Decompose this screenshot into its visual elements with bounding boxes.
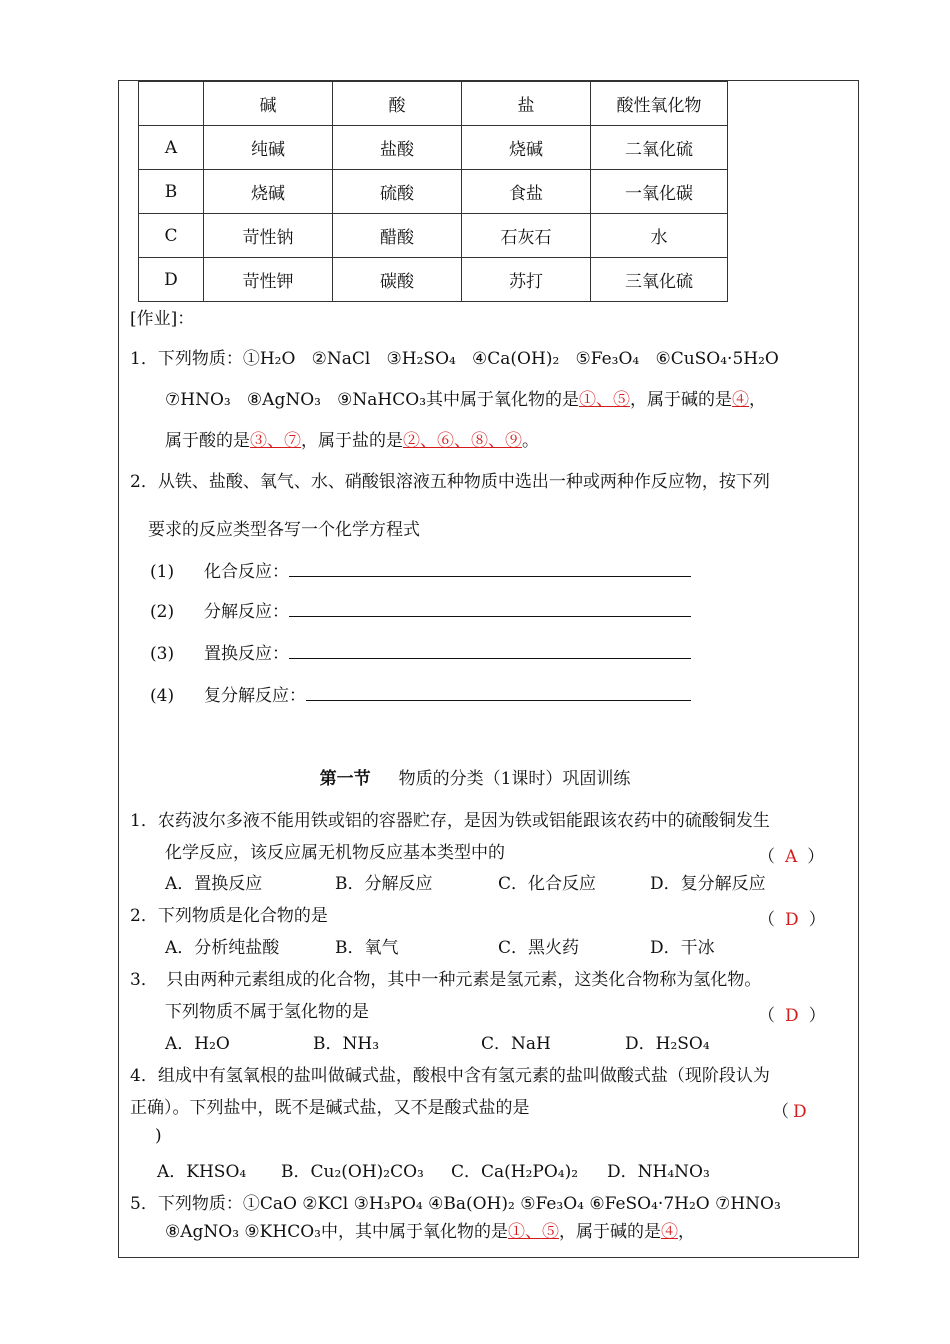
q2-answer-bracket [758,905,826,930]
paren-open: （ [758,847,775,867]
hw-q1-salt-text: ，属于盐的是 [301,431,403,451]
q1-line1: 1．农药波尔多液不能用铁或铝的容器贮存，是因为铁或铝能跟该农药中的硫酸铜发生 [130,811,770,831]
hw-q1-base-end: ， [749,390,767,410]
table-cell: 二氧化硫 [591,126,728,170]
hw-q1-item: ⑥CuSO₄·5H₂O [655,349,779,369]
table-row [139,170,728,214]
option: B．NH₃ [313,1034,380,1054]
hw-q2-part-label: 复分解反应： [204,686,306,706]
answer-blank[interactable] [306,686,691,701]
paren-close: ） [807,847,825,867]
table-cell: 石灰石 [462,214,591,258]
q5-line1: 5．下列物质：①CaO ②KCl ③H₃PO₄ ④Ba(OH)₂ ⑤Fe₃O₄ ⑥FeSO₄·7H₂O ⑦HNO₃ [130,1194,781,1214]
table-cell: A [139,126,204,170]
section-title-rest: 物质的分类（1课时）巩固训练 [398,769,631,789]
table-cell: 苏打 [462,258,591,302]
q1-answer: A [785,847,798,867]
q2-options [165,937,715,959]
q1-line2: 化学反应，该反应属无机物反应基本类型中的 [165,843,505,863]
option: D．NH₄NO₃ [607,1162,710,1182]
table-cell: 纯碱 [204,126,333,170]
option: C．NaH [481,1034,551,1054]
paren-close: ） [808,1006,826,1026]
hw-q1-item: ⑦HNO₃ [165,390,231,410]
homework-heading: [作业]： [130,309,195,329]
section-title-bold: 第一节 [319,769,371,789]
hw-q1-acid-text: 属于酸的是 [165,431,250,451]
answer-blank[interactable] [289,602,691,617]
option: A．H₂O [165,1034,230,1054]
hw-q1-line2 [165,389,766,411]
option: A．置换反应 [165,874,263,894]
option: A．KHSO₄ [157,1162,247,1182]
hw-q1-item: ③H₂SO₄ [386,349,456,369]
table-cell: 盐酸 [333,126,462,170]
hw-q2-part-num: (3) [150,644,175,664]
hw-q2-part [150,643,691,665]
table-cell: C [139,214,204,258]
q5-line2 [165,1221,695,1243]
hw-q1-oxide-text: 其中属于氧化物的是 [426,390,580,410]
table-cell: B [139,170,204,214]
table-cell: 碱 [204,82,333,126]
option: C．化合反应 [498,874,597,894]
hw-q2-part-label: 分解反应： [204,602,289,622]
hw-q1-item: ④Ca(OH)₂ [472,349,560,369]
table-cell: 烧碱 [204,170,333,214]
hw-q1-oxide-answer: ①、⑤ [579,390,631,410]
hw-q2-part [150,601,691,623]
hw-q1-item: ⑧AgNO₃ [246,390,321,410]
table-cell: D [139,258,204,302]
table-cell: 酸 [333,82,462,126]
table-cell: 苛性钾 [204,258,333,302]
option: C．黑火药 [498,938,580,958]
q5-base-text: ，属于碱的是 [558,1222,661,1242]
paren-open: （ [758,910,775,930]
hw-q1-line1 [130,348,779,370]
hw-q2-line1: 2．从铁、盐酸、氧气、水、硝酸银溶液五种物质中选出一种或两种作反应物，按下列 [130,472,770,492]
option: B．Cu₂(OH)₂CO₃ [281,1162,424,1182]
hw-q2-part-label: 化合反应： [204,562,289,582]
option: C．Ca(H₂PO₄)₂ [451,1162,579,1182]
table-row [139,82,728,126]
table-cell: 碳酸 [333,258,462,302]
table-cell: 一氧化碳 [591,170,728,214]
q5-oxide-answer: ①、⑤ [507,1222,559,1242]
option: B．分解反应 [335,874,433,894]
hw-q2-part-num: (1) [150,562,175,582]
q5-text: ⑧AgNO₃ ⑨KHCO₃中，其中属于氧化物的是 [165,1222,508,1242]
q3-options [165,1033,710,1055]
table-cell: 三氧化硫 [591,258,728,302]
hw-q1-salt-answer: ②、⑥、⑧、⑨ [403,431,522,451]
hw-q2-part-num: (4) [150,686,175,706]
classification-table [138,81,728,302]
hw-q1-lead: 1．下列物质： [130,349,243,369]
table-cell: 盐 [462,82,591,126]
table-cell: 硫酸 [333,170,462,214]
option: D．H₂SO₄ [625,1034,710,1054]
table-cell [139,82,204,126]
q5-base-answer: ④ [660,1222,678,1242]
hw-q2-part-label: 置换反应： [204,644,289,664]
hw-q1-item: ①H₂O [242,349,296,369]
q3-answer: D [785,1006,799,1026]
answer-blank[interactable] [289,562,691,577]
paren-open: （ [772,1102,789,1122]
option: D．复分解反应 [650,874,766,894]
option: D．干冰 [650,938,715,958]
q4-answer-bracket [772,1097,807,1122]
hw-q1-line3 [165,430,539,452]
hw-q2-part [150,561,691,583]
hw-q1-acid-answer: ③、⑦ [250,431,301,451]
table-cell: 烧碱 [462,126,591,170]
option: B．氧气 [335,938,399,958]
hw-q1-base-text: ，属于碱的是 [630,390,733,410]
q2-answer: D [785,910,799,930]
hw-q1-salt-end: 。 [522,431,539,451]
q5-end: ， [677,1222,695,1242]
q4-options [157,1161,710,1183]
paren-open: （ [758,1006,775,1026]
q4-answer: D [793,1102,807,1122]
hw-q2-part [150,685,691,707]
hw-q2-part-num: (2) [150,602,175,622]
q2-line1: 2．下列物质是化合物的是 [130,906,328,926]
q4-paren-close: ) [155,1126,162,1146]
table-cell: 醋酸 [333,214,462,258]
table-cell: 水 [591,214,728,258]
hw-q1-item: ⑨NaHCO₃ [337,390,427,410]
table-cell: 苛性钠 [204,214,333,258]
q3-answer-bracket [758,1001,826,1026]
table-row [139,258,728,302]
option: A．分析纯盐酸 [165,938,280,958]
q4-line2: 正确）。下列盐中，既不是碱式盐，又不是酸式盐的是 [130,1098,530,1118]
section-title [0,764,950,789]
table-row [139,214,728,258]
paren-close: ） [808,910,826,930]
q4-line1: 4．组成中有氢氧根的盐叫做碱式盐，酸根中含有氢元素的盐叫做酸式盐（现阶段认为 [130,1066,770,1086]
answer-blank[interactable] [289,644,691,659]
table-row [139,126,728,170]
hw-q1-base-answer: ④ [732,390,750,410]
hw-q2-line2: 要求的反应类型各写一个化学方程式 [148,520,420,540]
q1-answer-bracket [758,842,824,867]
q3-line1: 3． 只由两种元素组成的化合物，其中一种元素是氢元素，这类化合物称为氢化物。 [130,970,762,990]
table-cell: 食盐 [462,170,591,214]
hw-q1-item: ②NaCl [311,349,371,369]
q3-line2: 下列物质不属于氢化物的是 [165,1002,369,1022]
table-cell: 酸性氧化物 [591,82,728,126]
q1-options [165,873,766,895]
hw-q1-item: ⑤Fe₃O₄ [575,349,640,369]
